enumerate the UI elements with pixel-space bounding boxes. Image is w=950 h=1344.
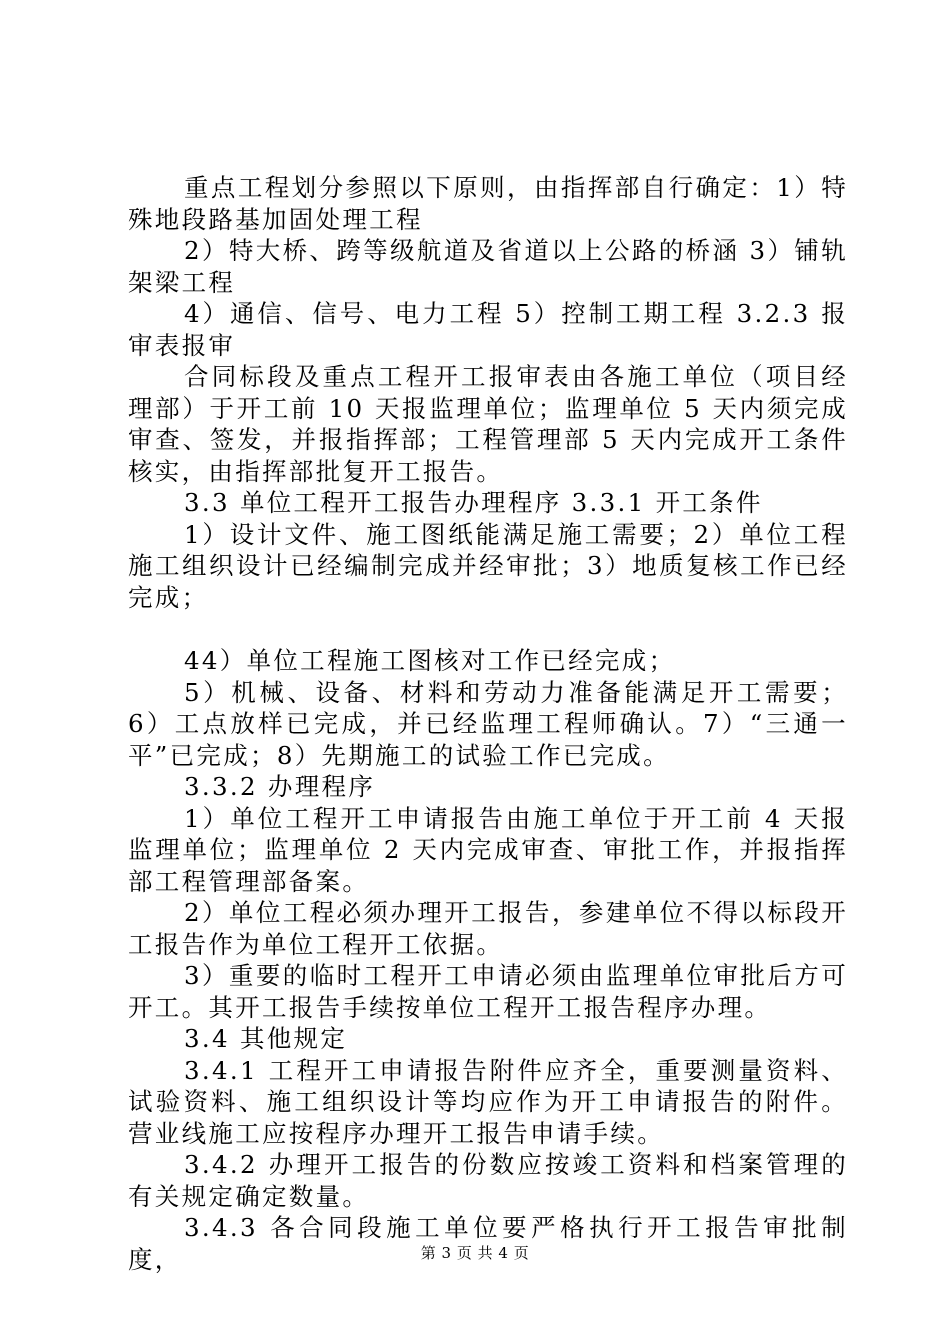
paragraph-item-4-5: 4）通信、信号、电力工程 5）控制工期工程 3.2.3 报审表报审 <box>128 299 848 360</box>
paragraph-procedure-1: 1）单位工程开工申请报告由施工单位于开工前 4 天报监理单位；监理单位 2 天内完成审查、审批工作，并报指挥部工程管理部备案。 <box>128 803 848 896</box>
document-body <box>128 172 848 1275</box>
paragraph-conditions-1-3: 1）设计文件、施工图纸能满足施工需要；2）单位工程施工组织设计已经编制完成并经审批；3）地质复核工作已经完成； <box>128 519 848 612</box>
heading-3-4: 3.4 其他规定 <box>184 1024 348 1053</box>
paragraph-conditions-5-8: 5）机械、设备、材料和劳动力准备能满足开工需要；6）工点放样已完成，并已经监理工程师确认。7）“三通一平”已完成；8）先期施工的试验工作已完成。 <box>128 677 848 770</box>
paragraph-gap <box>128 613 848 645</box>
paragraph-key-works-principles: 重点工程划分参照以下原则，由指挥部自行确定：1）特殊地段路基加固处理工程 <box>128 173 848 234</box>
heading-3-3: 3.3 单位工程开工报告办理程序 3.3.1 开工条件 <box>184 488 763 517</box>
paragraph-procedure-2: 2）单位工程必须办理开工报告，参建单位不得以标段开工报告作为单位工程开工依据。 <box>128 898 848 959</box>
page-footer: 第 3 页 共 4 页 <box>420 1244 530 1262</box>
paragraph-3-4-3: 3.4.3 各合同段施工单位要严格执行开工报告审批制度， <box>128 1213 848 1274</box>
paragraph-condition-4: 44）单位工程施工图核对工作已经完成； <box>184 646 676 675</box>
heading-3-3-2: 3.3.2 办理程序 <box>184 772 376 801</box>
paragraph-3-4-2: 3.4.2 办理开工报告的份数应按竣工资料和档案管理的有关规定确定数量。 <box>128 1150 848 1211</box>
paragraph-procedure-3: 3）重要的临时工程开工申请必须由监理单位审批后方可开工。其开工报告手续按单位工程开工报告程序办理。 <box>128 961 848 1022</box>
paragraph-item-2-3: 2）特大桥、跨等级航道及省道以上公路的桥涵 3）铺轨架梁工程 <box>128 236 848 297</box>
paragraph-3-4-1: 3.4.1 工程开工申请报告附件应齐全，重要测量资料、试验资料、施工组织设计等均应作为开工申请报告的附件。营业线施工应按程序办理开工报告申请手续。 <box>128 1055 848 1148</box>
paragraph-contract-section-review: 合同标段及重点工程开工报审表由各施工单位（项目经理部）于开工前 10 天报监理单位；监理单位 5 天内须完成审查、签发，并报指挥部；工程管理部 5 天内完成开工条件核实，由指挥部批复开工报告。 <box>128 362 848 486</box>
